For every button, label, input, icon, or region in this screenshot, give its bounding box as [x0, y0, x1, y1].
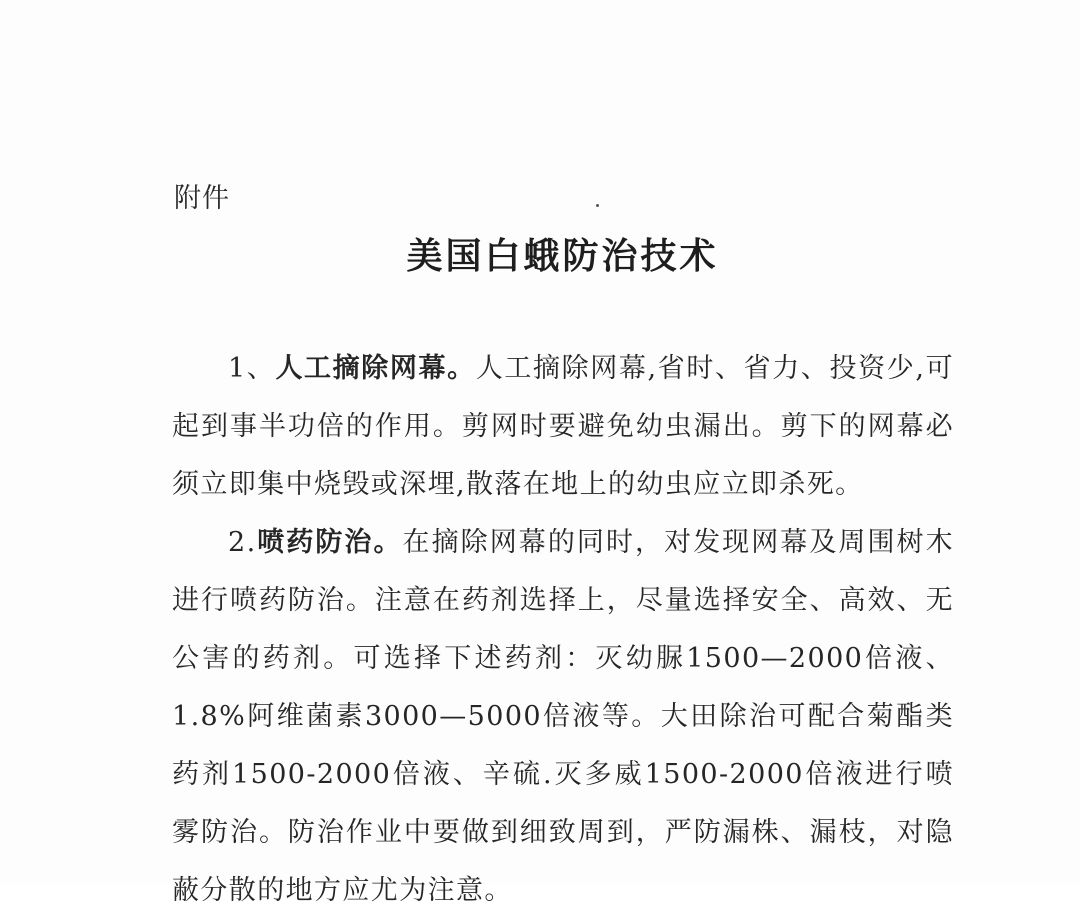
scan-speck	[596, 204, 599, 207]
document-body	[172, 340, 954, 920]
paragraph-heading: 喷药防治。	[256, 527, 403, 558]
paragraph-number: 1、	[228, 353, 276, 384]
document-title: 美国白蛾防治技术	[406, 235, 719, 277]
paragraph-manual-removal	[172, 340, 954, 514]
paragraph-text: 在摘除网幕的同时，对发现网幕及周围树木进行喷药防治。注意在药剂选择上，尽量选择安全、高效、无公害的药剂。可选择下述药剂：灭幼脲1500—2000倍液、1.8%阿维菌素3000—5000倍液等。大田除治可配合菊酯类药剂1500-2000倍液、辛硫.灭多威1500-2000倍液进行喷雾防治。防治作业中要做到细致周到，严防漏株、漏枝，对隐蔽分散的地方应尤为注意。	[172, 527, 955, 906]
attachment-label: 附件	[174, 183, 230, 214]
paragraph-text: 人工摘除网幕,省时、省力、投资少,可起到事半功倍的作用。剪网时要避免幼虫漏出。剪下的网幕必须立即集中烧毁或深埋,散落在地上的幼虫应立即杀死。	[172, 353, 954, 500]
paragraph-heading: 人工摘除网幕。	[275, 353, 476, 384]
paragraph-number: 2.	[228, 527, 257, 558]
paragraph-spray-control	[172, 514, 954, 920]
